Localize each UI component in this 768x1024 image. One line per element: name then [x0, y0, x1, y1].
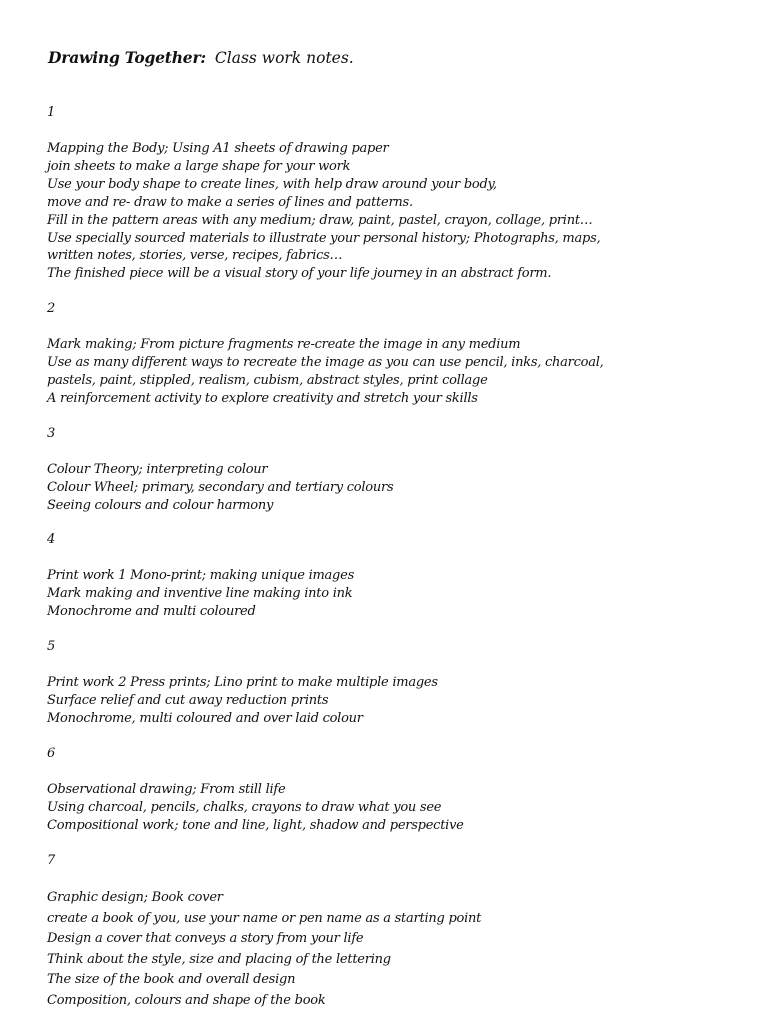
section-line: Monochrome and multi coloured	[47, 603, 256, 619]
section-3	[47, 425, 747, 515]
section-line: Monochrome, multi coloured and over laid colour	[47, 710, 363, 726]
section-line: Mapping the Body; Using A1 sheets of drawing paper	[47, 141, 389, 156]
section-number: 7	[47, 853, 56, 868]
section-line: Mark making; From picture fragments re-create the image in any medium	[47, 337, 521, 352]
section-line: Seeing colours and colour harmony	[47, 497, 274, 513]
section-line: move and re- draw to make a series of lines and patterns.	[47, 194, 413, 210]
section-line: Print work 2 Press prints; Lino print to make multiple images	[47, 675, 438, 690]
section-number: 2	[47, 301, 56, 316]
section-line: Compositional work; tone and line, light, shadow and perspective	[47, 817, 464, 833]
section-line: Use as many different ways to recreate the image as you can use pencil, inks, charcoal,	[47, 354, 604, 370]
section-line: A reinforcement activity to explore creativity and stretch your skills	[47, 390, 478, 406]
section-5	[47, 638, 747, 728]
section-line: Using charcoal, pencils, chalks, crayons to draw what you see	[47, 799, 442, 815]
title-bold-text: Drawing Together:	[48, 48, 206, 67]
section-7	[47, 852, 747, 1011]
section-line: Design a cover that conveys a story from your life	[47, 931, 364, 946]
section-line: Use specially sourced materials to illustrate your personal history; Photographs, maps,	[47, 230, 601, 246]
section-line: Print work 1 Mono-print; making unique images	[47, 568, 354, 583]
section-6	[47, 745, 747, 835]
section-line: The finished piece will be a visual story of your life journey in an abstract form.	[47, 266, 552, 282]
section-line: Observational drawing; From still life	[47, 782, 286, 797]
section-number: 5	[47, 639, 56, 654]
section-2	[47, 300, 747, 408]
section-line: Mark making and inventive line making into ink	[47, 585, 353, 601]
section-1	[47, 104, 747, 283]
section-number: 3	[47, 426, 56, 441]
section-line: Colour Wheel; primary, secondary and tertiary colours	[47, 479, 394, 495]
section-number: 6	[47, 746, 56, 761]
section-line: written notes, stories, verse, recipes, fabrics…	[47, 248, 343, 264]
section-line: Think about the style, size and placing of the lettering	[47, 951, 391, 967]
section-line: Graphic design; Book cover	[47, 890, 223, 905]
section-line: create a book of you, use your name or pen name as a starting point	[47, 910, 482, 926]
title-subtitle-text: Class work notes.	[214, 49, 354, 67]
section-line: Colour Theory; interpreting colour	[47, 462, 268, 477]
section-number: 1	[47, 105, 56, 120]
section-line: Fill in the pattern areas with any medium; draw, paint, pastel, crayon, collage, print…	[47, 212, 593, 228]
section-line: pastels, paint, stippled, realism, cubism, abstract styles, print collage	[47, 372, 488, 388]
section-line: The size of the book and overall design	[47, 972, 296, 987]
document-title	[48, 48, 354, 67]
section-line: join sheets to make a large shape for your work	[47, 158, 351, 174]
section-number: 4	[47, 532, 56, 547]
section-line: Composition, colours and shape of the book	[47, 992, 326, 1008]
section-line: Surface relief and cut away reduction prints	[47, 692, 329, 708]
section-4	[47, 531, 747, 621]
section-line: Use your body shape to create lines, with help draw around your body,	[47, 176, 497, 192]
